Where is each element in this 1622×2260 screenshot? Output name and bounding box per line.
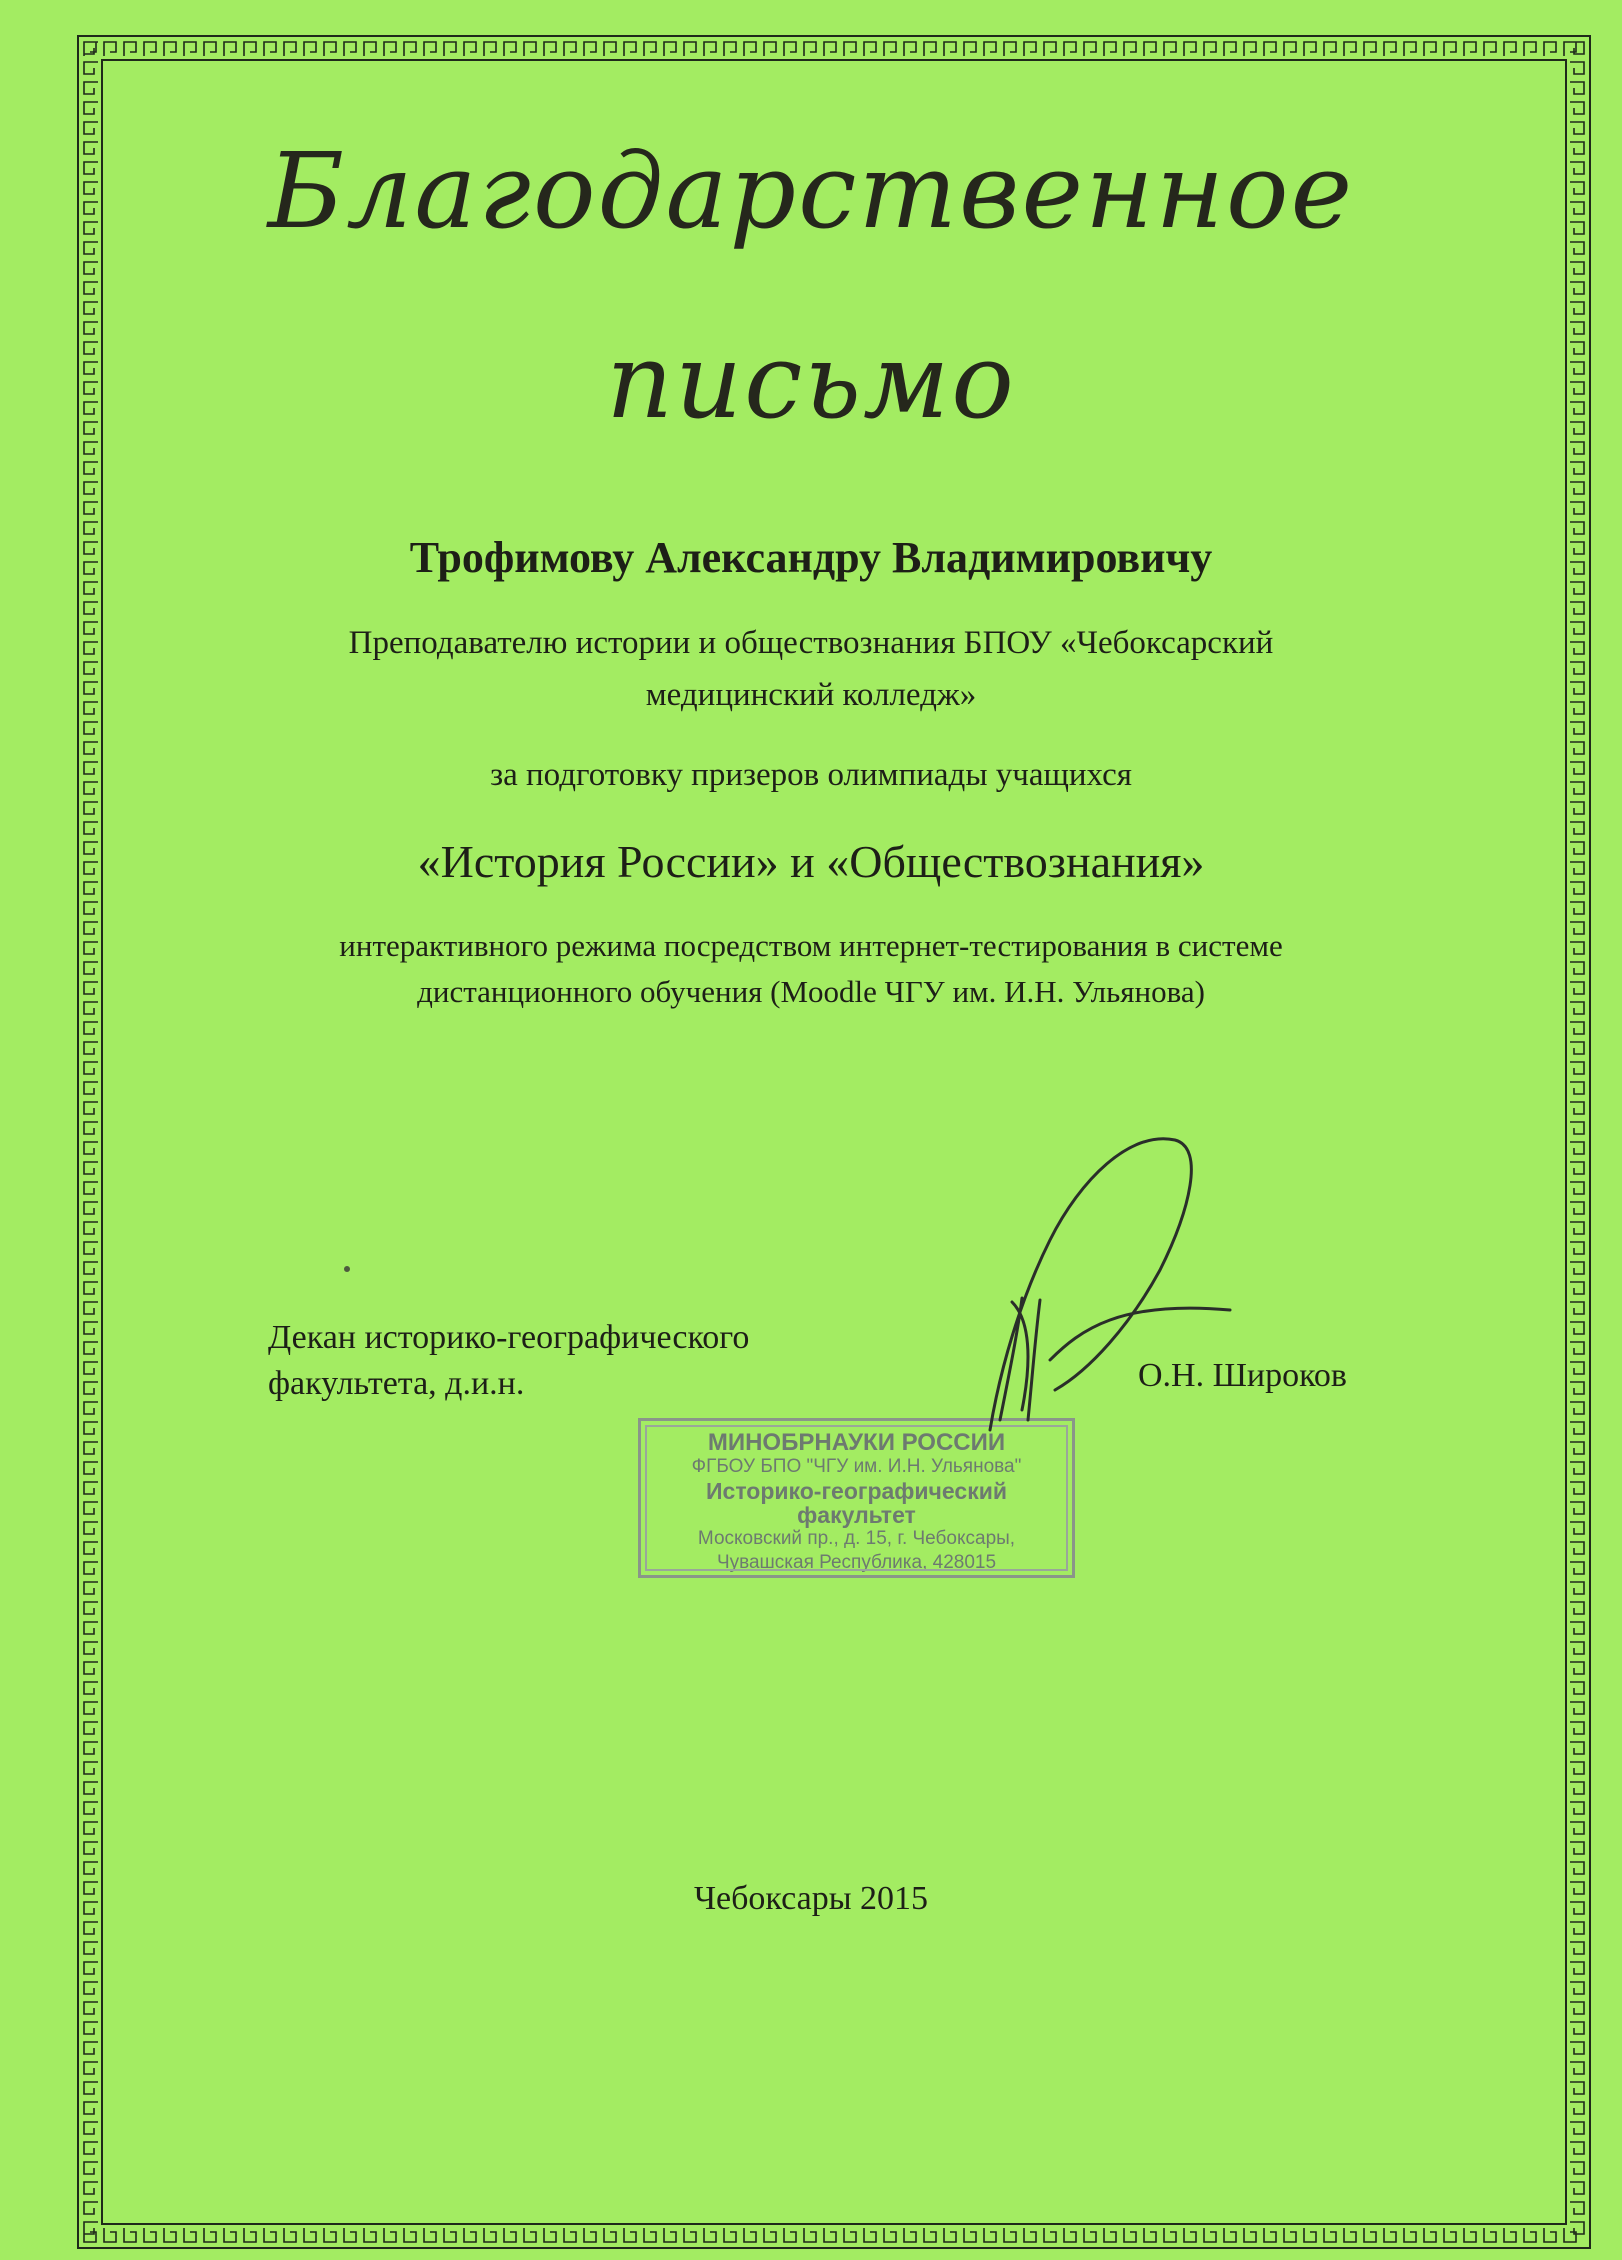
signatory-title-line2: факультета, д.и.н. bbox=[268, 1365, 525, 1402]
olympiad-mode-line1: интерактивного режима посредством интернет-тестирования в системе bbox=[339, 928, 1283, 963]
stamp-line2: ФГБОУ БПО "ЧГУ им. И.Н. Ульянова" bbox=[691, 1456, 1022, 1477]
award-reason: за подготовку призеров олимпиады учащихся bbox=[490, 757, 1132, 793]
olympiad-subjects: «История России» и «Обществознания» bbox=[417, 836, 1205, 887]
recipient-position-line2: медицинский колледж» bbox=[645, 677, 977, 713]
stamp-line1: МИНОБРНАУКИ РОССИИ bbox=[707, 1429, 1006, 1456]
stamp-line5: Московский пр., д. 15, г. Чебоксары, bbox=[697, 1528, 1016, 1549]
stamp-line4: факультет bbox=[797, 1502, 916, 1528]
recipient-name: Трофимову Александру Владимировичу bbox=[409, 533, 1213, 582]
handwritten-signature bbox=[960, 1120, 1240, 1450]
document-title-line2: письмо bbox=[606, 320, 1016, 442]
place-and-year: Чебоксары 2015 bbox=[693, 1880, 929, 1917]
olympiad-mode-line2: дистанционного обучения (Moodle ЧГУ им. И.Н. Ульянова) bbox=[417, 974, 1205, 1009]
signatory-title bbox=[268, 1315, 749, 1407]
signatory-title-line1: Декан историко-географического bbox=[268, 1319, 750, 1356]
document-title-line1: Благодарственное bbox=[267, 130, 1355, 252]
stamp-line3: Историко-географический bbox=[706, 1478, 1007, 1504]
paper-speck bbox=[344, 1266, 350, 1272]
signatory-name: О.Н. Широков bbox=[1138, 1357, 1347, 1394]
recipient-position-line1: Преподавателю истории и обществознания БПОУ «Чебоксарский bbox=[348, 625, 1274, 661]
stamp-line6: Чувашская Республика, 428015 bbox=[716, 1552, 997, 1573]
